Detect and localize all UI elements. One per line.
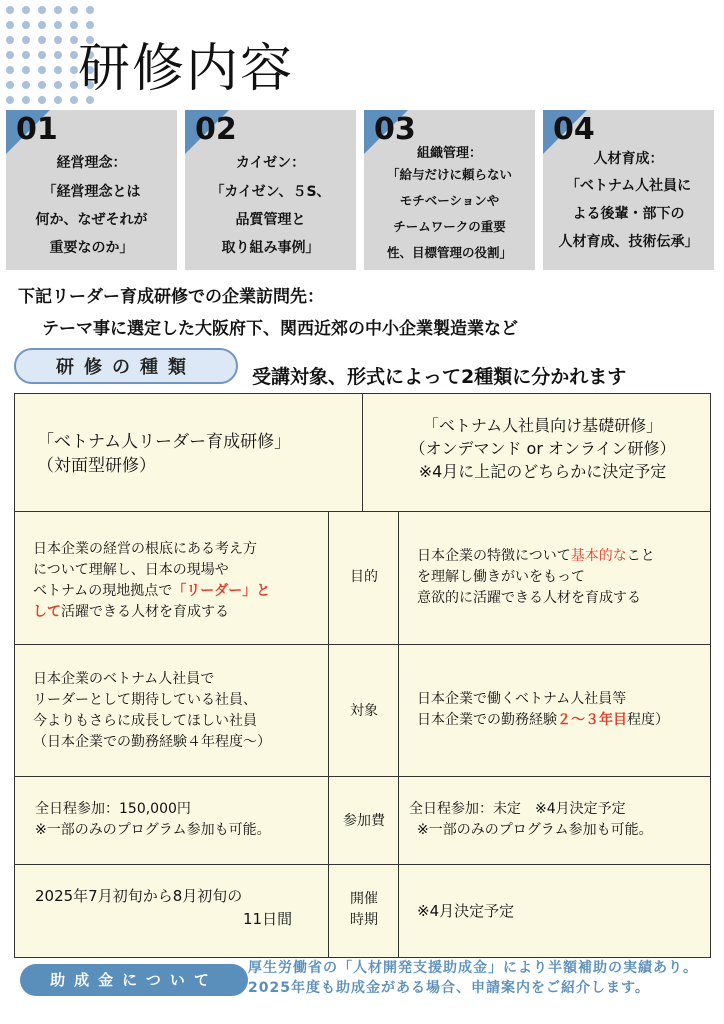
- decor-dot: [70, 81, 78, 89]
- topic-heading: カイゼン：: [235, 155, 306, 171]
- purpose-left-cell: 日本企業の経営の根底にある考え方 について理解し、日本の現場や ベトナムの現地拠点で「リーダー」と して活躍できる人材を育成する: [14, 511, 330, 646]
- decor-dot: [38, 36, 46, 44]
- training-types-pill: 研修の種類: [14, 348, 238, 384]
- topic-card-03: [364, 110, 535, 270]
- decor-dot: [38, 6, 46, 14]
- decor-dot: [70, 66, 78, 74]
- comparison-table: [14, 393, 711, 958]
- topic-body: 「ベトナム人社員に よる後輩・部下の 人材育成、技術伝承」: [558, 178, 699, 250]
- decor-dot: [70, 21, 78, 29]
- decor-dot: [6, 21, 14, 29]
- topic-number: 03: [374, 112, 416, 147]
- fee-left-cell: 全日程参加：150,000円 ※一部のみのプログラム参加も可能。: [14, 776, 330, 866]
- decor-dot: [86, 6, 94, 14]
- subsidy-pill: 助成金について: [20, 964, 248, 996]
- decor-dot: [70, 36, 78, 44]
- decor-dot: [6, 36, 14, 44]
- decor-dot: [54, 6, 62, 14]
- period-left-cell: 2025年7月初旬から8月初旬の 11日間: [14, 864, 330, 958]
- decor-dot: [6, 96, 14, 104]
- fee-label-cell: 参加費: [328, 776, 400, 866]
- topic-card-02: [185, 110, 356, 270]
- topic-heading: 組織管理：: [416, 146, 482, 161]
- decor-dot: [38, 66, 46, 74]
- decor-dot: [38, 21, 46, 29]
- decor-dot: [54, 36, 62, 44]
- topic-card-04: [543, 110, 714, 270]
- target-right-cell: 日本企業で働くベトナム人社員等 日本企業での勤務経験２〜３年目程度）: [398, 644, 711, 778]
- decor-dot: [22, 81, 30, 89]
- decor-dot: [22, 6, 30, 14]
- topic-card-01: [6, 110, 177, 270]
- decor-dot: [54, 51, 62, 59]
- period-label-cell: 開催 時期: [328, 864, 400, 958]
- purpose-label-cell: 目的: [328, 511, 400, 646]
- decor-dot: [38, 81, 46, 89]
- purpose-right-cell: 日本企業の特徴について基本的なこと を理解し働きがいをもって 意欲的に活躍できる人材を育成する: [398, 511, 711, 646]
- decor-dot: [6, 81, 14, 89]
- topic-body: 「経営理念とは 何か、なぜそれが 重要なのか」: [35, 184, 148, 256]
- training-types-description: 受講対象、形式によって2種類に分かれます: [252, 366, 627, 388]
- decor-dot: [22, 21, 30, 29]
- page-title: 研修内容: [78, 39, 295, 99]
- right-program-header: 「ベトナム人社員向け基礎研修」 （オンデマンド or オンライン研修） ※4月に上記のどちらかに決定予定: [362, 393, 711, 513]
- topic-heading: 経営理念：: [56, 155, 127, 171]
- target-left-cell: 日本企業のベトナム人社員で リーダーとして期待している社員、 今よりもさらに成長してほしい社員 （日本企業での勤務経験４年程度〜）: [14, 644, 330, 778]
- decor-dot: [22, 51, 30, 59]
- decor-dot: [38, 96, 46, 104]
- decor-dot: [70, 51, 78, 59]
- topic-body: 「給与だけに頼らない モチベーションや チームワークの重要 性、目標管理の役割」: [386, 167, 512, 260]
- decor-dot: [22, 66, 30, 74]
- decor-dot: [54, 66, 62, 74]
- target-label-cell: 対象: [328, 644, 400, 778]
- decor-dot: [22, 96, 30, 104]
- decor-dot: [70, 96, 78, 104]
- period-right-cell: ※4月決定予定: [398, 864, 711, 958]
- topic-body: 「カイゼン、５S、 品質管理と 取り組み事例」: [210, 184, 331, 256]
- decor-dot: [6, 66, 14, 74]
- subsidy-description: 厚生労働省の「人材開発支援助成金」により半額補助の実績あり。2025年度も助成金がある場合、申請案内をご紹介します。: [248, 960, 698, 996]
- decor-dot: [22, 36, 30, 44]
- decor-dot: [54, 81, 62, 89]
- visit-title: 下記リーダー育成研修での企業訪問先：: [18, 287, 324, 307]
- decor-dot: [6, 51, 14, 59]
- decor-dot: [70, 6, 78, 14]
- topic-number: 04: [553, 112, 595, 147]
- decor-dot: [6, 6, 14, 14]
- visit-description: テーマ事に選定した大阪府下、関西近郊の中小企業製造業など: [42, 319, 518, 339]
- left-program-header: 「ベトナム人リーダー育成研修」 （対面型研修）: [14, 393, 364, 513]
- fee-right-cell: 全日程参加：未定 ※4月決定予定 ※一部のみのプログラム参加も可能。: [398, 776, 711, 866]
- decor-dot: [38, 51, 46, 59]
- decor-dot: [54, 96, 62, 104]
- topic-number: 02: [195, 112, 237, 147]
- topic-number: 01: [16, 112, 58, 147]
- decor-dot: [54, 21, 62, 29]
- topic-heading: 人材育成：: [593, 151, 664, 167]
